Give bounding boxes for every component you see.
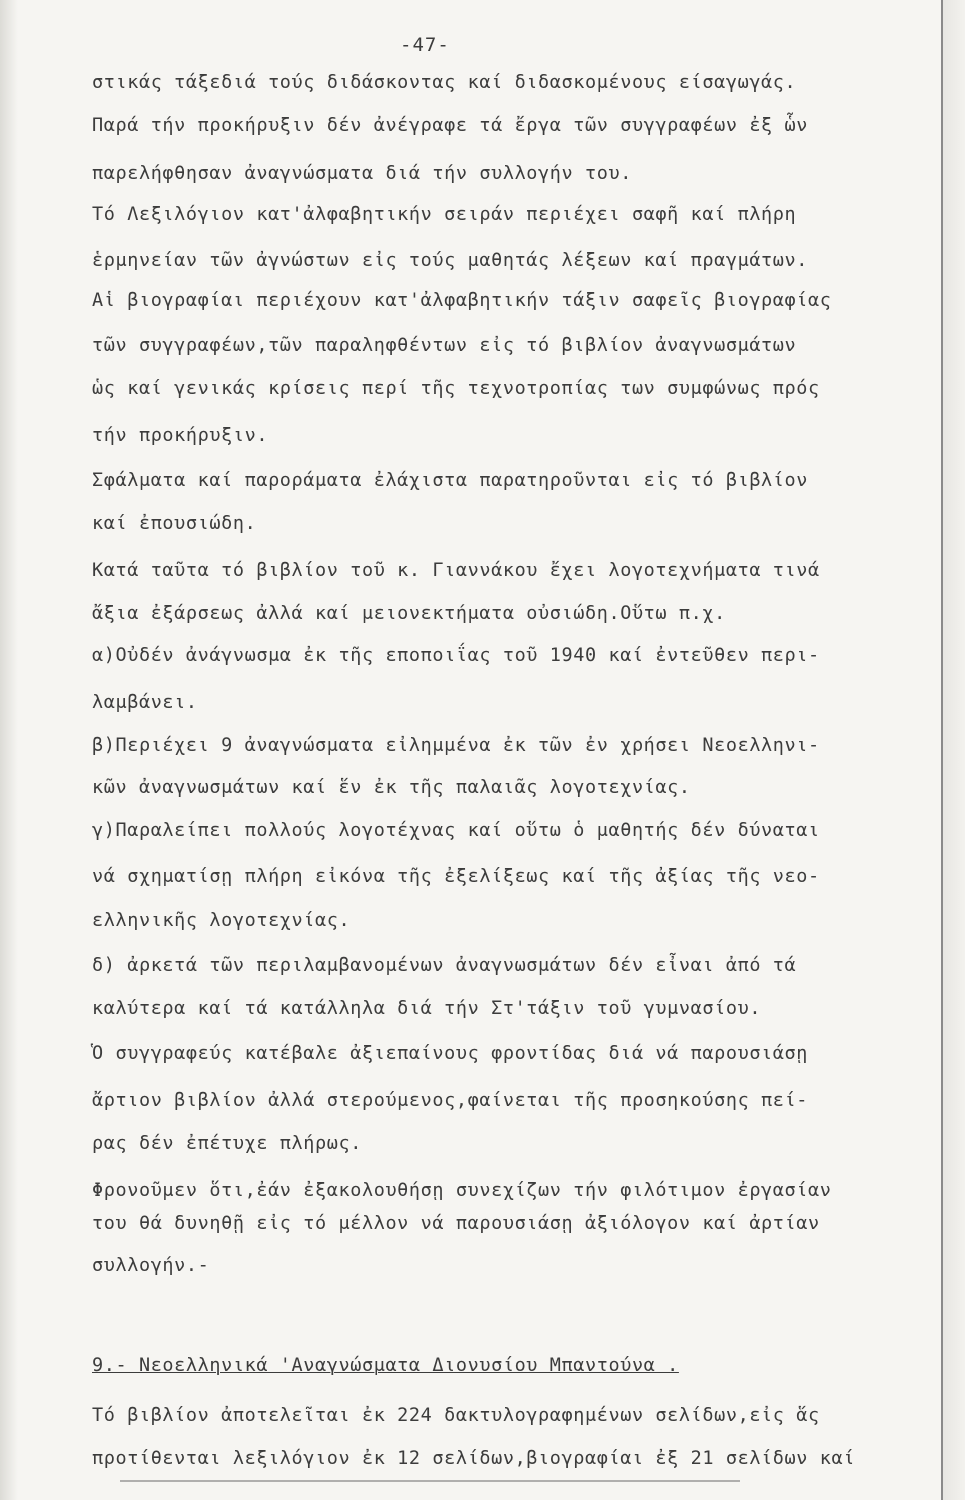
text-line: Αἱ βιογραφίαι περιέχουν κατ'ἀλφαβητικήν τάξιν σαφεῖς βιογραφίας [92,290,832,311]
page-right-edge [941,0,965,1500]
text-line: Ὁ συγγραφεύς κατέβαλε ἀξιεπαίνους φροντίδας διά νά παρουσιάσῃ [92,1043,809,1064]
text-line: ἑρμηνείαν τῶν ἀγνώστων εἰς τούς μαθητάς λέξεων καί πραγμάτων. [92,250,809,271]
text-line: Σφάλματα καί παροράματα ἐλάχιστα παρατηροῦνται εἰς τό βιβλίον [92,470,809,491]
page-number: -47- [400,34,450,56]
text-line: παρελήφθησαν ἀναγνώσματα διά τήν συλλογήν του. [92,163,632,184]
text-line: ἄρτιον βιβλίον ἀλλά στερούμενος,φαίνεται τῆς προσηκούσης πεί- [92,1090,809,1111]
page-left-edge [0,0,18,1500]
text-line: Φρονοῦμεν ὅτι,ἐάν ἐξακολουθήσῃ συνεχίζων τήν φιλότιμον ἐργασίαν [92,1180,832,1201]
text-line: ρας δέν ἐπέτυχε πλήρως. [92,1133,362,1154]
text-line: β)Περιέχει 9 ἀναγνώσματα εἰλημμένα ἐκ τῶν ἐν χρήσει Νεοελληνι- [92,735,820,756]
text-line: ἄξια ἐξάρσεως ἀλλά καί μειονεκτήματα οὐσιώδη.Οὕτω π.χ. [92,603,726,624]
text-line: Τό Λεξιλόγιον κατ'ἀλφαβητικήν σειράν περιέχει σαφῆ καί πλήρη [92,204,797,225]
text-line: ελληνικῆς λογοτεχνίας. [92,910,351,931]
section-heading: 9.- Νεοελληνικά 'Αναγνώσματα Διονυσίου Μπαντούνα . [92,1355,679,1376]
text-line: του θά δυνηθῇ εἰς τό μέλλον νά παρουσιάσῃ ἀξιόλογον καί ἀρτίαν [92,1213,820,1234]
text-line: Παρά τήν προκήρυξιν δέν ἀνέγραφε τά ἔργα τῶν συγγραφέων ἐξ ὧν [92,115,809,136]
text-line: στικάς τάξεδιά τούς διδάσκοντας καί διδασκομένους είσαγωγάς. [92,72,797,93]
text-line: Τό βιβλίον ἀποτελεῖται ἐκ 224 δακτυλογραφημένων σελίδων,εἰς ἅς [92,1405,820,1426]
text-line: Κατά ταῦτα τό βιβλίον τοῦ κ. Γιαννάκου ἔχει λογοτεχνήματα τινά [92,560,820,581]
text-line: ὡς καί γενικάς κρίσεις περί τῆς τεχνοτροπίας των συμφώνως πρός [92,378,820,399]
text-line: γ)Παραλείπει πολλούς λογοτέχνας καί οὕτω ὁ μαθητής δέν δύναται [92,820,820,841]
text-line: α)Οὐδέν ἀνάγνωσμα ἐκ τῆς εποποιΐας τοῦ 1940 καί ἐντεῦθεν περι- [92,645,820,666]
text-line: λαμβάνει. [92,692,198,713]
text-line: συλλογήν.- [92,1255,210,1276]
text-line: τήν προκήρυξιν. [92,425,269,446]
text-line: καλύτερα καί τά κατάλληλα διά τήν Στ'τάξιν τοῦ γυμνασίου. [92,998,762,1019]
bottom-divider [120,1480,740,1482]
text-line: κῶν ἀναγνωσμάτων καί ἕν ἐκ τῆς παλαιᾶς λογοτεχνίας. [92,777,691,798]
text-line: προτίθενται λεξιλόγιον ἐκ 12 σελίδων,βιογραφίαι ἐξ 21 σελίδων καί [92,1448,855,1469]
text-line: τῶν συγγραφέων,τῶν παραληφθέντων εἰς τό βιβλίον ἀναγνωσμάτων [92,335,797,356]
text-line: δ) ἀρκετά τῶν περιλαμβανομένων ἀναγνωσμάτων δέν εἶναι ἀπό τά [92,955,797,976]
text-line: καί ἐπουσιώδη. [92,513,257,534]
text-line: νά σχηματίσῃ πλήρη εἰκόνα τῆς ἐξελίξεως καί τῆς ἀξίας τῆς νεο- [92,866,820,887]
